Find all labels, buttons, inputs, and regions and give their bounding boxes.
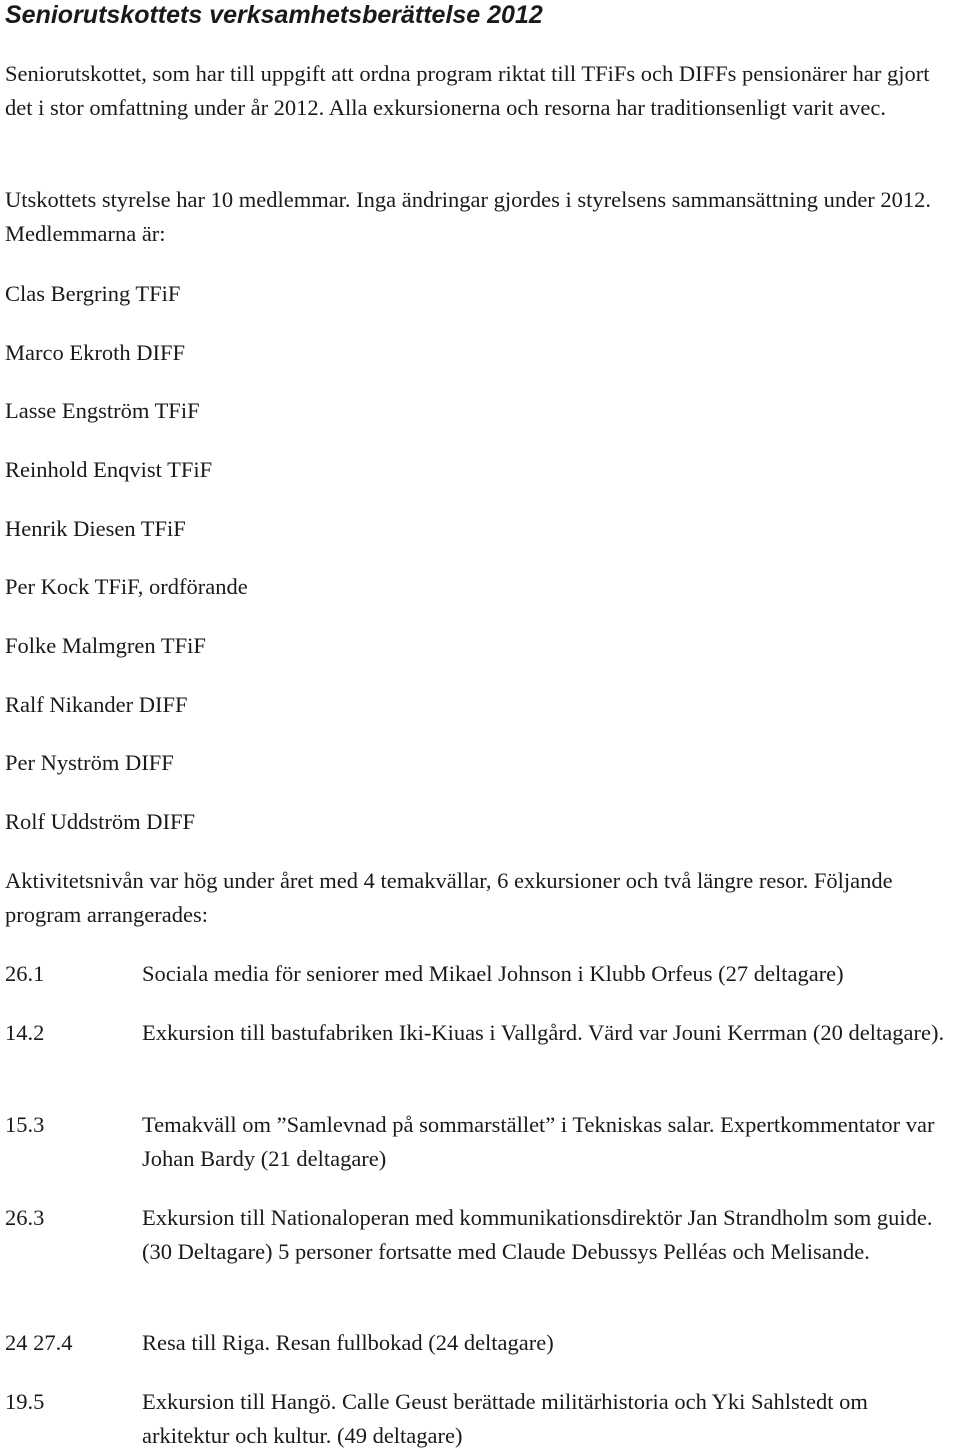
program-description: Sociala media för seniorer med Mikael Johnson i Klubb Orfeus (27 deltagare) — [142, 961, 844, 986]
member-item: Clas Bergring TFiF — [5, 281, 181, 306]
program-date: 26.1 — [5, 961, 45, 986]
program-description: Resa till Riga. Resan fullbokad (24 deltagare) — [142, 1330, 554, 1355]
member-item: Per Kock TFiF, ordförande — [5, 574, 248, 599]
member-item: Marco Ekroth DIFF — [5, 340, 185, 365]
program-description: Exkursion till Hangö. Calle Geust berättade militärhistoria och Yki Sahlstedt om arkitektur och kultur. (49 deltagare) — [142, 1389, 868, 1448]
program-date: 15.3 — [5, 1112, 45, 1137]
member-item: Folke Malmgren TFiF — [5, 633, 206, 658]
member-item: Ralf Nikander DIFF — [5, 692, 188, 717]
program-date: 14.2 — [5, 1020, 45, 1045]
member-item: Rolf Uddström DIFF — [5, 809, 196, 834]
program-description: Exkursion till bastufabriken Iki-Kiuas i Vallgård. Värd var Jouni Kerrman (20 deltagare). — [142, 1020, 945, 1045]
member-item: Per Nyström DIFF — [5, 750, 174, 775]
program-description: Exkursion till Nationaloperan med kommunikationsdirektör Jan Strandholm som guide. (30 Deltagare) 5 personer fortsatte med Claude Debussys Pelléas och Melisande. — [142, 1205, 933, 1264]
activity-paragraph: Aktivitetsnivån var hög under året med 4 temakvällar, 6 exkursioner och två längre resor. Följande program arrangerades: — [5, 868, 893, 927]
member-item: Lasse Engström TFiF — [5, 398, 200, 423]
member-item: Reinhold Enqvist TFiF — [5, 457, 213, 482]
document-title: Seniorutskottets verksamhetsberättelse 2012 — [5, 1, 543, 29]
program-date: 26.3 — [5, 1205, 45, 1230]
program-date: 24 27.4 — [5, 1330, 73, 1355]
intro-paragraph: Seniorutskottet, som har till uppgift att ordna program riktat till TFiFs och DIFFs pensionärer har gjort det i stor omfattning under år 2012. Alla exkursionerna och resorna har traditionsenligt varit avec. — [5, 61, 930, 120]
program-description: Temakväll om ”Samlevnad på sommarstället” i Tekniskas salar. Expertkommentator var Johan Bardy (21 deltagare) — [142, 1112, 935, 1171]
program-date: 19.5 — [5, 1389, 45, 1414]
member-item: Henrik Diesen TFiF — [5, 516, 186, 541]
board-paragraph: Utskottets styrelse har 10 medlemmar. Inga ändringar gjordes i styrelsens sammansättning under 2012. Medlemmarna är: — [5, 187, 932, 246]
